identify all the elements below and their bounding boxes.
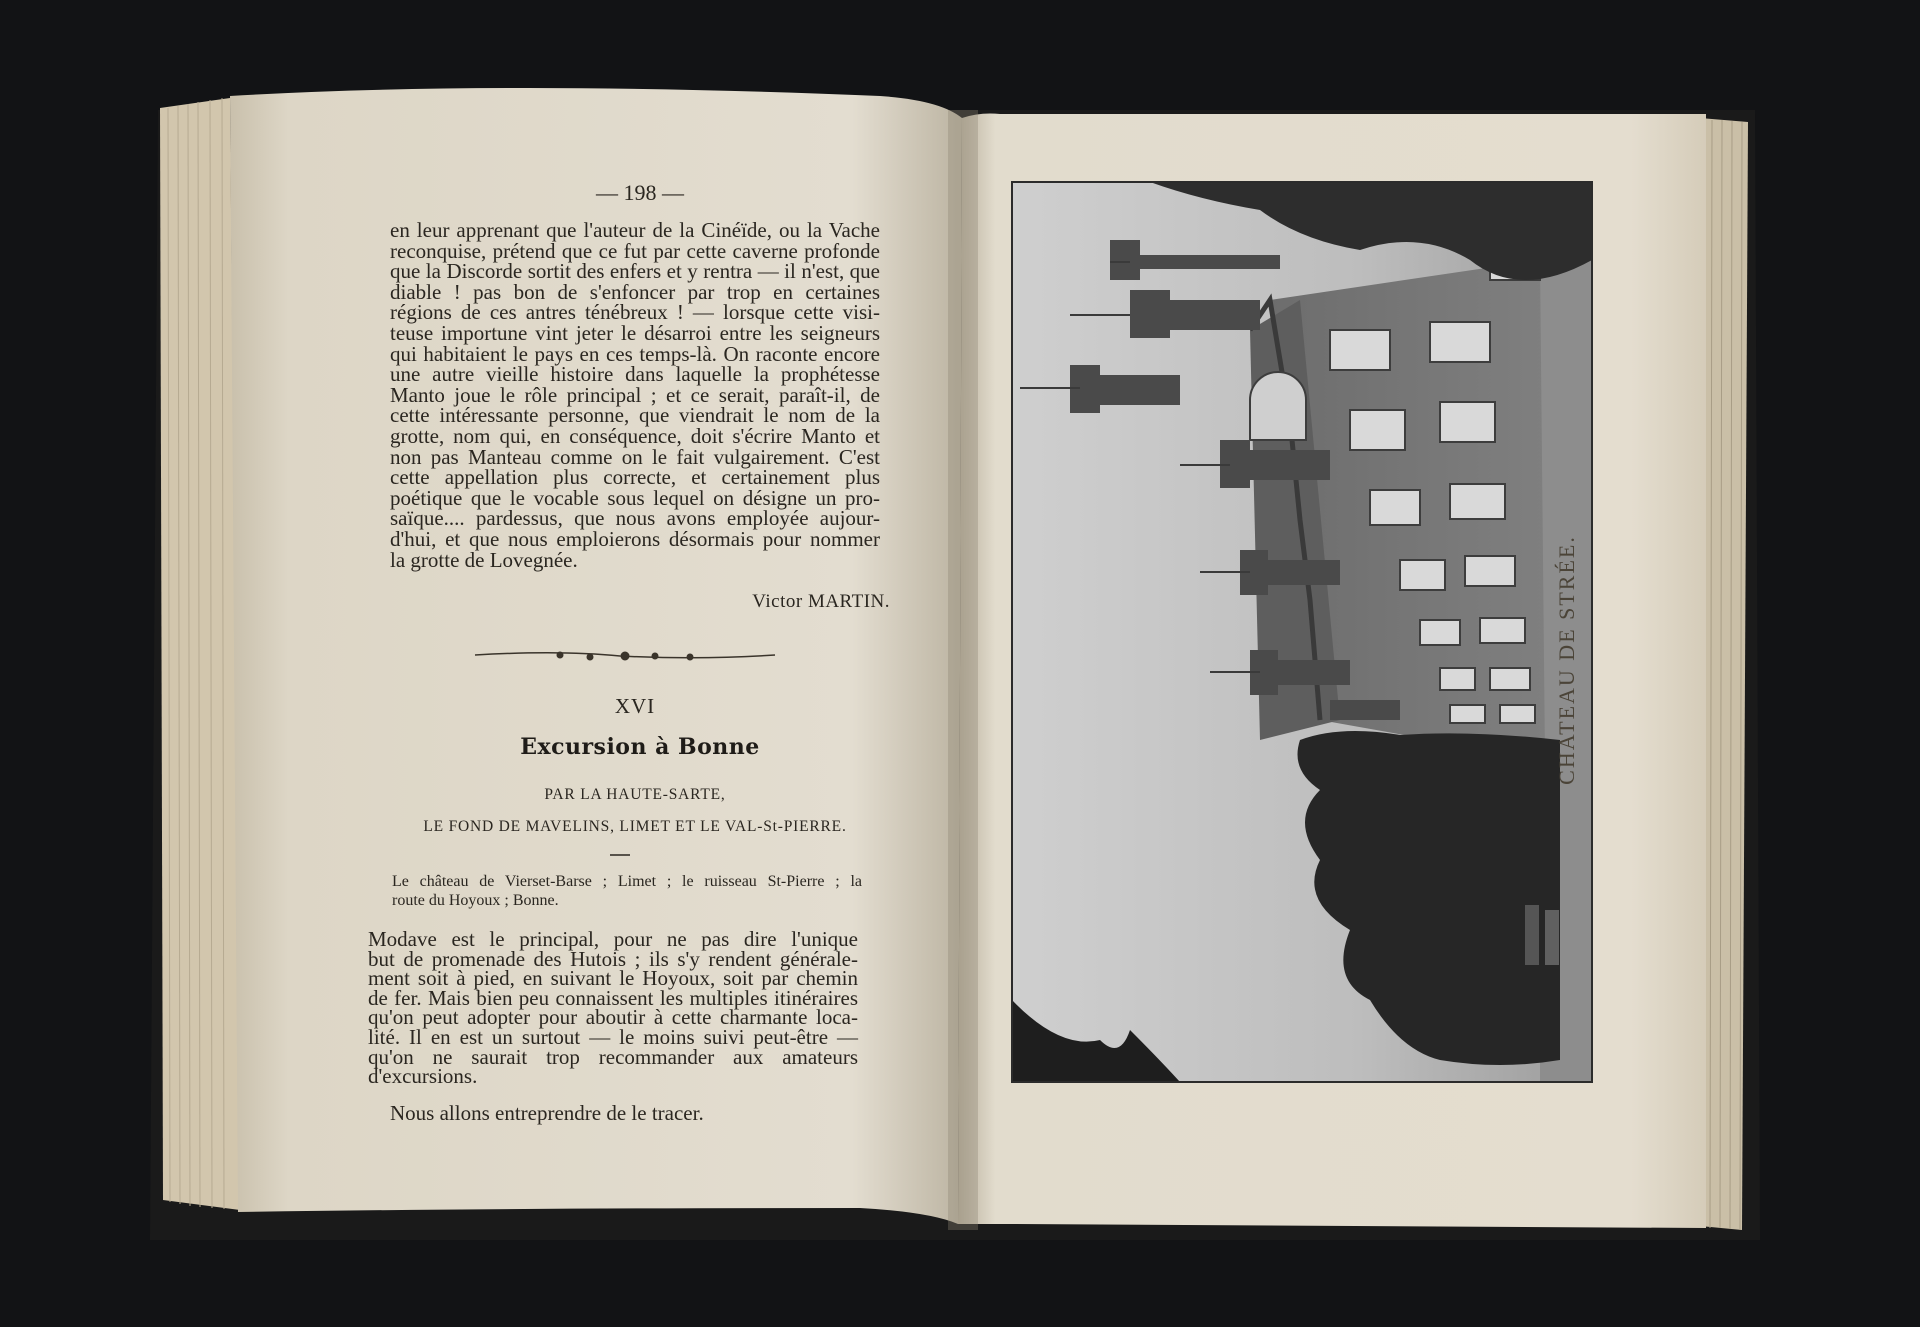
- chapter-paragraph: [368, 927, 858, 1089]
- summary-line: Le château de Vierset-Barse ; Limet ; le ruisseau St-Pierre ; la: [392, 873, 862, 890]
- page-number: — 198 —: [596, 180, 684, 205]
- text-line: en leur apprenant que l'auteur de la Cinéïde, ou la Vache: [390, 218, 880, 242]
- text-line: ment soit à pied, en suivant le Hoyoux, soit par chemin: [368, 966, 858, 991]
- text-line: qu'on ne saurait trop recommander aux amateurs: [368, 1044, 858, 1069]
- author-signature: Victor MARTIN.: [752, 591, 890, 612]
- summary-line: route du Hoyoux ; Bonne.: [392, 892, 559, 909]
- text-line: de fer. Mais bien peu connaissent les multiples itinéraires: [368, 985, 858, 1010]
- text-line: que la Discorde sortit des enfers et y rentra — il n'est, que: [390, 259, 880, 284]
- closing-sentence: Nous allons entreprendre de le tracer.: [390, 1101, 704, 1125]
- text-line: cette intéressante personne, que viendrait le nom de la: [390, 403, 880, 428]
- text-line: diable ! pas bon de s'enfoncer par trop en certaines: [390, 279, 880, 304]
- text-line: poétique que le vocable sous lequel on désigne un pro-: [390, 485, 880, 510]
- text-line: reconquise, prétend que ce fut par cette caverne profonde: [390, 238, 880, 263]
- text-line: non pas Manteau comme on le fait vulgairement. C'est: [390, 444, 880, 469]
- chapter-subtitle-line1: PAR LA HAUTE-SARTE,: [544, 786, 726, 803]
- text-line: la grotte de Lovegnée.: [390, 547, 578, 572]
- chapter-number: XVI: [614, 694, 656, 718]
- chapter-title: Excursion à Bonne: [520, 734, 760, 760]
- text-line: lité. Il en est un surtout — le moins suivi peut-être —: [368, 1024, 858, 1049]
- text-line: Manto joue le rôle principal ; et ce serait, paraît-il, de: [390, 382, 880, 407]
- text-line: une autre vieille histoire dans laquelle la prophétesse: [390, 362, 880, 387]
- text-line: qu'on peut adopter pour aboutir à cette charmante loca-: [368, 1005, 858, 1030]
- text-line: cette appellation plus correcte, et certainement plus: [390, 465, 880, 490]
- chapter-summary: [392, 872, 862, 910]
- text-line: Modave est le principal, pour ne pas dire l'unique: [368, 927, 858, 951]
- text-line: but de promenade des Hutois ; ils s'y rendent générale-: [368, 946, 858, 971]
- photo-caption: CHATEAU DE STRÉE.: [1554, 535, 1579, 785]
- continuation-paragraph: [390, 220, 880, 570]
- text-line: d'excursions.: [368, 1064, 478, 1089]
- text-line: régions de ces antres ténébreux ! — lorsque cette visi-: [390, 300, 880, 325]
- text-line: teuse importune vint jeter le désarroi entre les seigneurs: [390, 320, 880, 345]
- text-line: saïque.... pardessus, que nous avons employée aujour-: [390, 506, 880, 531]
- text-line: qui habitaient le pays en ces temps-là. On raconte encore: [390, 341, 880, 366]
- text-line: grotte, nom qui, en conséquence, doit s'écrire Manto et: [390, 423, 880, 448]
- chapter-subtitle-line2: LE FOND DE MAVELINS, LIMET ET LE VAL-St-PIERRE.: [423, 818, 847, 835]
- text-line: d'hui, et que nous emploierons désormais pour nommer: [390, 526, 880, 551]
- chateau-photograph: [1012, 182, 1592, 1082]
